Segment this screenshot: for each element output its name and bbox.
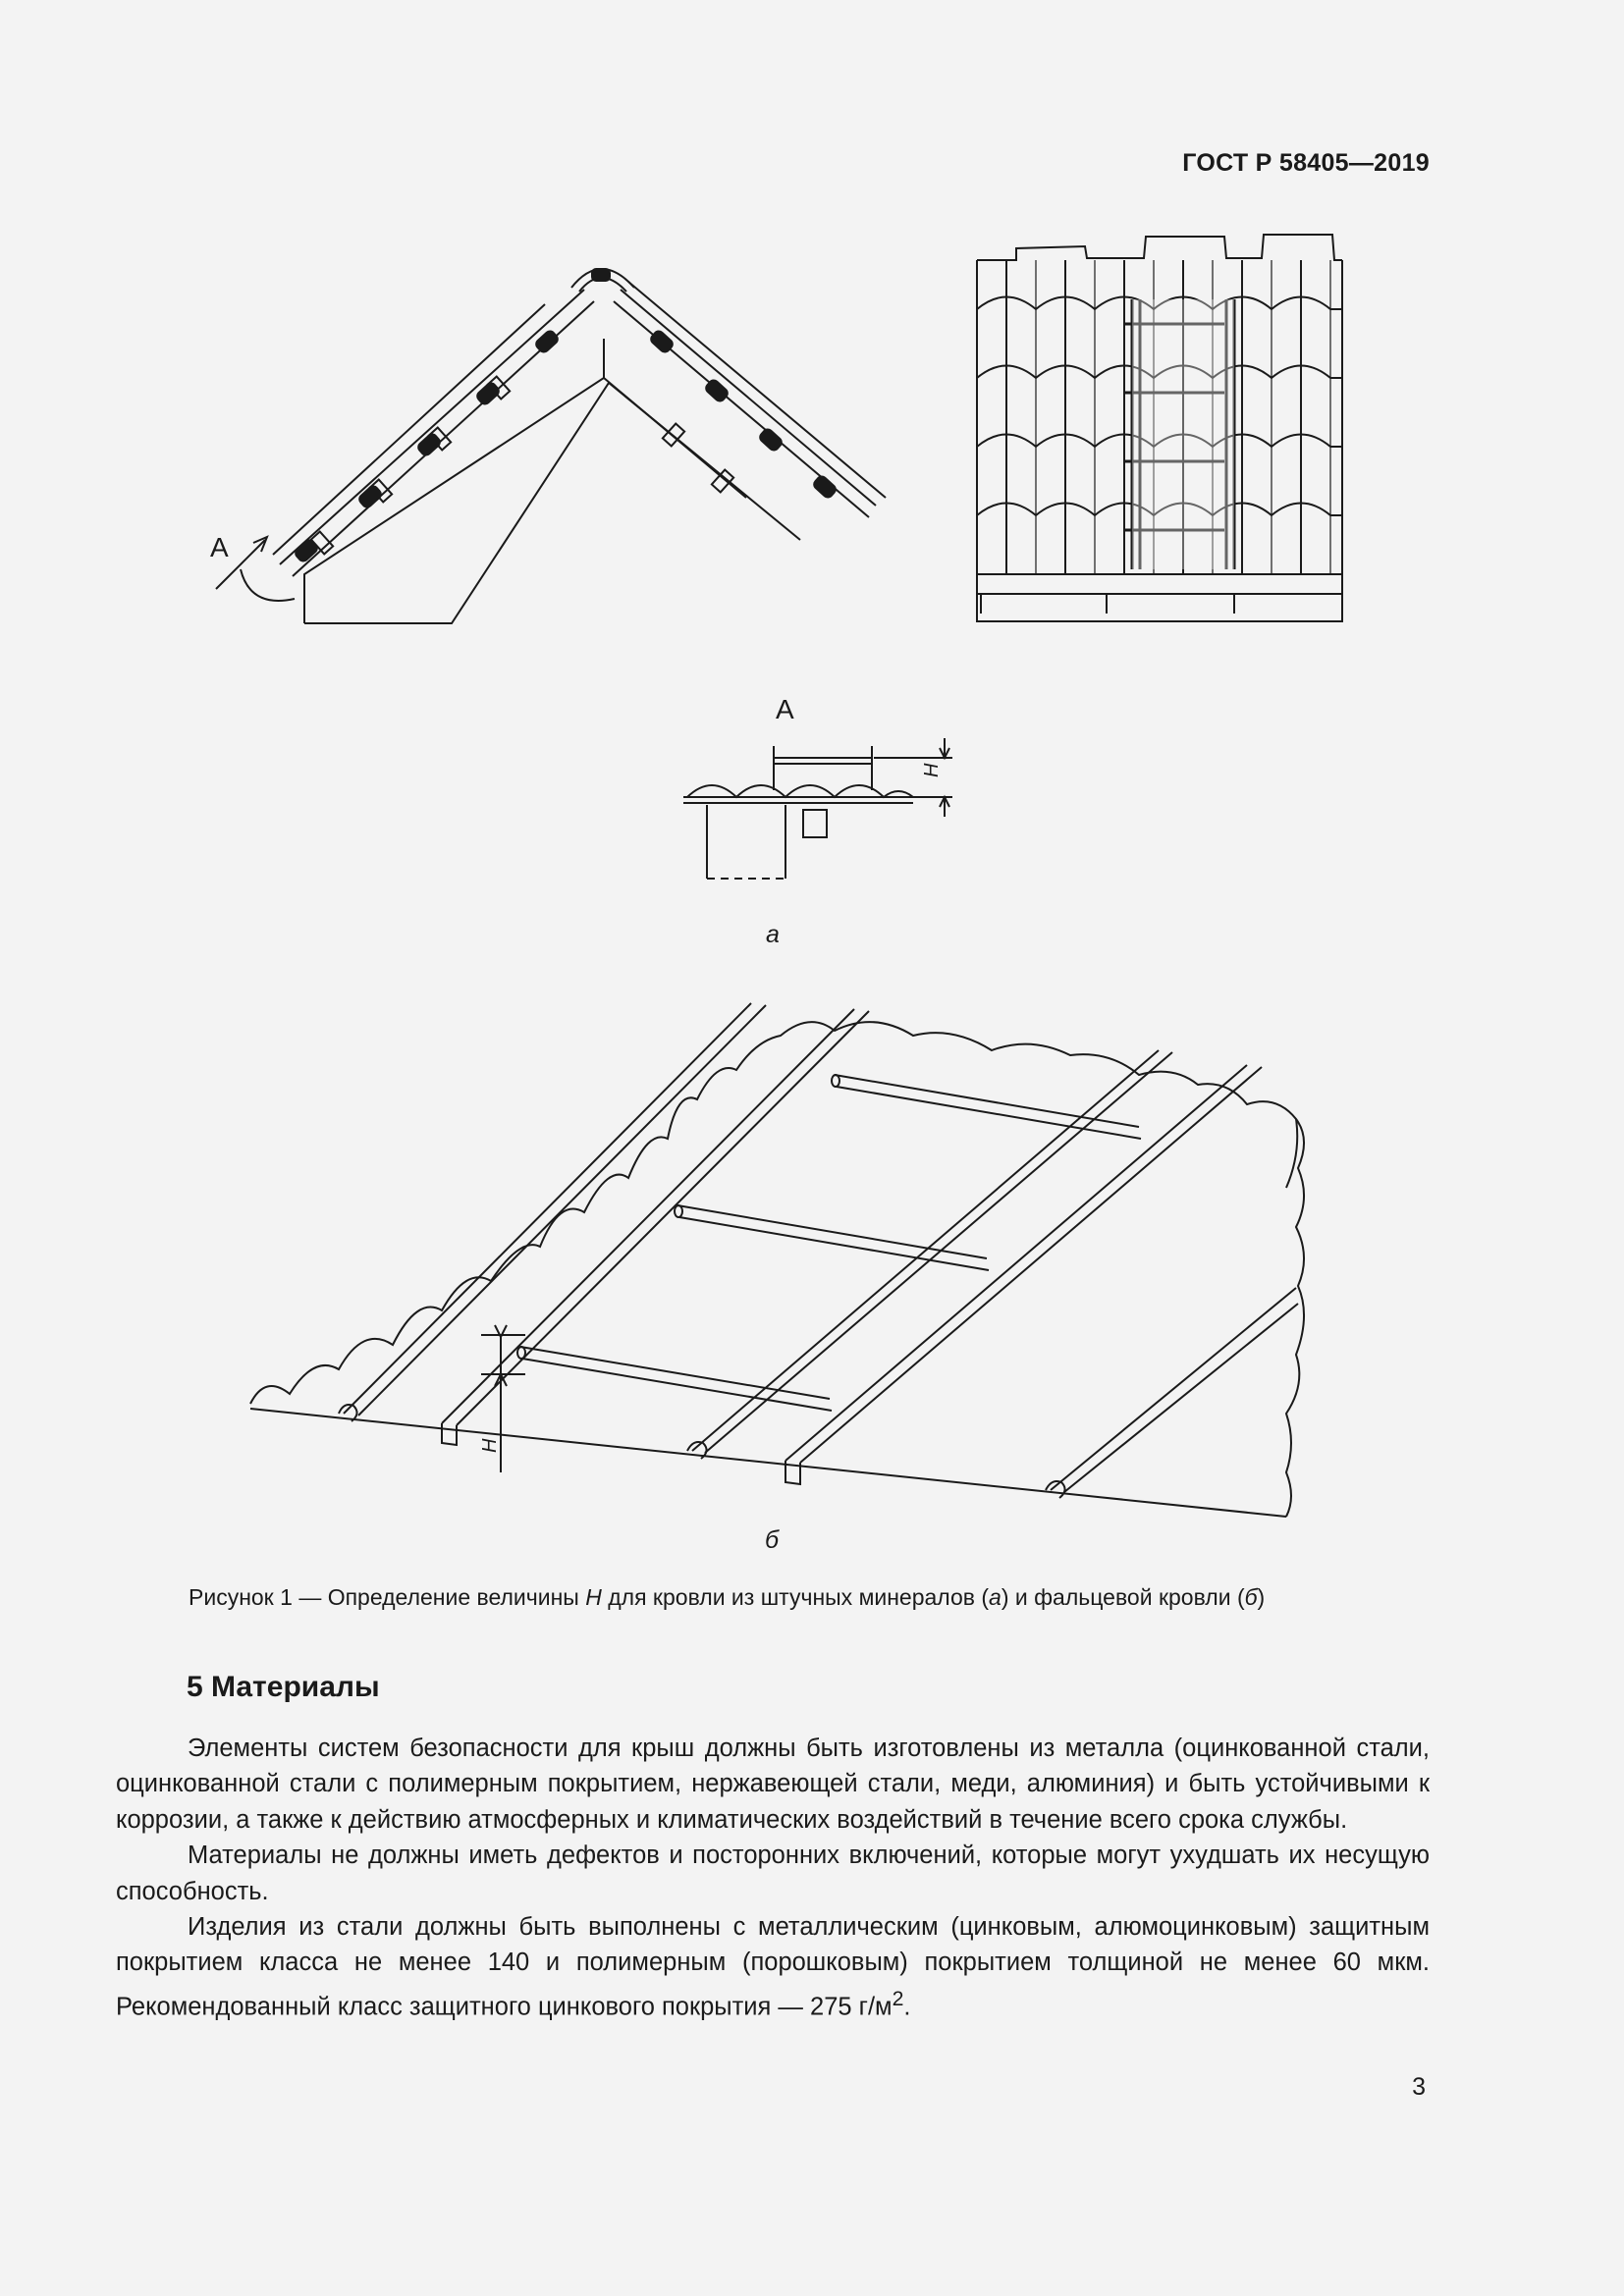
paragraph [116,1909,1430,2025]
caption-ref-a: а [989,1584,1001,1610]
dimension-h-label: H [921,763,943,777]
caption-ref-b: б [1244,1584,1258,1610]
seam-roof-drawing [245,982,1316,1531]
tile-roof-ladder-drawing [967,231,1350,623]
caption-text: ) и фальцевой кровли ( [1001,1584,1245,1610]
detail-view-label: А [776,694,794,724]
caption-text: ) [1257,1584,1266,1610]
page-number: 3 [1412,2073,1426,2101]
paragraph-text: Изделия из стали должны быть выполнены с металлическим (цинковым, алюмоцинковым) защитным покрытием класса не менее 140 и полимерным (порошковым) покрытием толщиной не менее 60 мкм. Рекомендованный класс защитного цинкового покрытия — 275 г/м [116,1913,1430,2021]
roof-ridge-drawing [196,221,903,643]
document-header: ГОСТ Р 58405—2019 [1182,149,1430,177]
superscript: 2 [892,1986,904,2010]
body-text [116,1731,1430,2025]
figure-sublabel-a: а [766,921,780,948]
paragraph: Материалы не должны иметь дефектов и посторонних включений, которые могут ухудшать их несущую способность. [116,1842,1430,1905]
caption-symbol: H [585,1584,602,1610]
paragraph: Элементы систем безопасности для крыш должны быть изготовлены из металла (оцинкованной стали, оцинкованной стали с полимерным покрытием, нержавеющей стали, меди, алюминия) и быть устойчивыми к коррозии, а также к действию атмосферных и климатических воздействий в течение всего срока службы. [116,1735,1430,1834]
caption-text: для кровли из штучных минералов ( [601,1584,990,1610]
figure-caption [189,1584,1435,1611]
section-heading: 5 Материалы [187,1671,380,1703]
dimension-h-label-b: H [479,1438,501,1453]
caption-text: Рисунок 1 — Определение величины [189,1584,586,1610]
figure-sublabel-b: б [765,1526,780,1554]
detail-a-drawing [677,687,972,893]
view-label-a: А [210,532,229,562]
paragraph-end: . [903,1993,911,2021]
